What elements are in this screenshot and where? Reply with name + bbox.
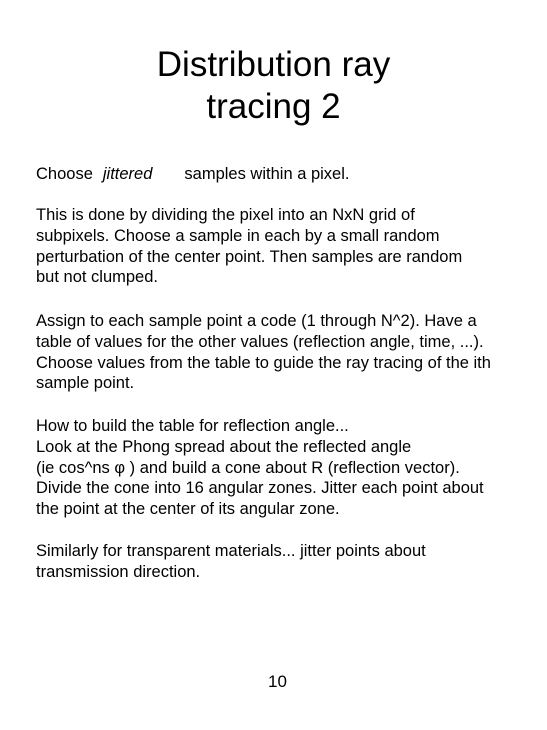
text-line: the point at the center of its angular zone. [36,500,340,519]
slide-title [0,44,547,128]
text-line: This is done by dividing the pixel into an NxN grid of [36,206,415,224]
title-line-1: Distribution ray [156,45,391,84]
paragraph-transparent [36,541,541,583]
text-line: table of values for the other values (reflection angle, time, ...). [36,332,484,351]
intro-sentence [36,164,541,185]
text-line: perturbation of the center point. Then samples are random [36,247,463,266]
text-line: (ie cos^ns φ ) and build a cone about R (reflection vector). [36,458,460,477]
paragraph-sample-codes [36,311,541,394]
paragraph-reflection-table [36,416,541,520]
text-line: Choose values from the table to guide the ray tracing of the ith [36,353,491,372]
text-line: Look at the Phong spread about the reflected angle [36,437,412,456]
text-line: sample point. [36,374,135,393]
text-line: Similarly for transparent materials... jitter points about [36,542,426,560]
text-line: Divide the cone into 16 angular zones. Jitter each point about [36,479,484,498]
text-line: Assign to each sample point a code (1 through N^2). Have a [36,312,477,330]
intro-after: samples within a pixel. [184,165,350,183]
text-line: subpixels. Choose a sample in each by a small random [36,226,440,245]
intro-emphasis: jittered [102,165,153,183]
intro-before: Choose [36,165,93,183]
text-line: How to build the table for reflection angle... [36,417,349,435]
page-number-text: 10 [268,672,287,691]
paragraph-grid-subpixels [36,205,541,288]
text-line: but not clumped. [36,268,158,287]
page-number [0,672,547,692]
title-line-2: tracing 2 [206,87,341,126]
text-line: transmission direction. [36,562,201,581]
